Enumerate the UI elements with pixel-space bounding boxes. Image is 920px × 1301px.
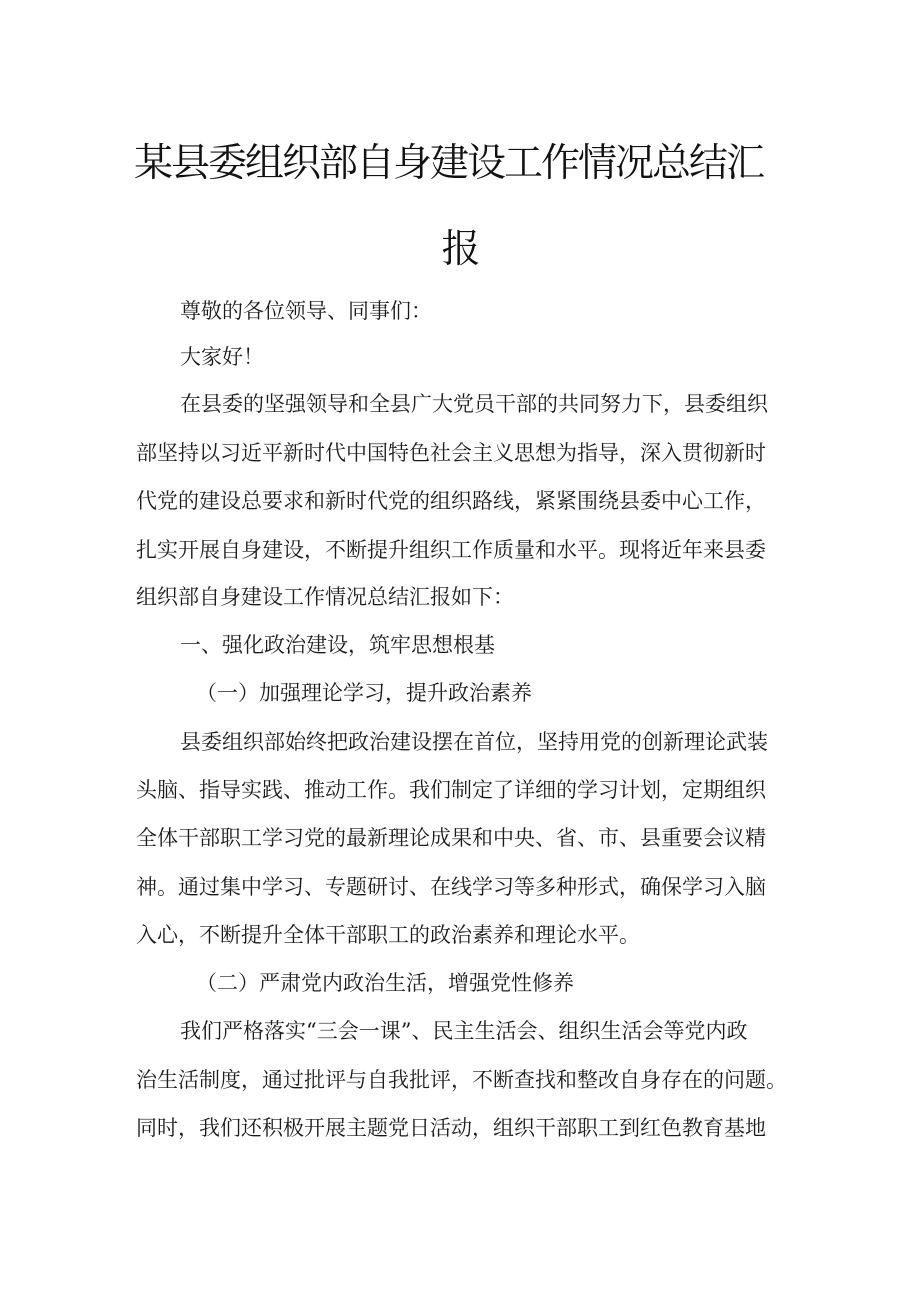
paragraph-line: 头脑、指导实践、推动工作。我们制定了详细的学习计划，定期组织: [136, 778, 766, 802]
subsection-heading: （二）严肃党内政治生活，增强党性修养: [196, 971, 574, 995]
paragraph-line: 代党的建设总要求和新时代党的组织路线，紧紧围绕县委中心工作，: [136, 489, 766, 513]
section-heading: 一、强化政治建设，筑牢思想根基: [180, 633, 495, 657]
paragraph-line: 县委组织部始终把政治建设摆在首位，坚持用党的创新理论武装: [180, 730, 768, 754]
subsection-heading: （一）加强理论学习，提升政治素养: [196, 681, 532, 705]
greeting: 大家好！: [180, 345, 264, 369]
paragraph-line: 全体干部职工学习党的最新理论成果和中央、省、市、县重要会议精: [136, 826, 766, 850]
paragraph-line: 部坚持以习近平新时代中国特色社会主义思想为指导，深入贯彻新时: [136, 441, 766, 465]
paragraph-line: 治生活制度，通过批评与自我批评，不断查找和整改自身存在的问题。: [136, 1068, 787, 1092]
document-title-line-2: 报: [441, 227, 479, 272]
document-title-line-1: 某县委组织部自身建设工作情况总结汇: [134, 141, 764, 186]
paragraph-line: 在县委的坚强领导和全县广大党员干部的共同努力下，县委组织: [180, 392, 768, 416]
paragraph-line: 组织部自身建设工作情况总结汇报如下：: [136, 585, 514, 609]
salutation: 尊敬的各位领导、同事们：: [180, 299, 432, 323]
paragraph-line: 同时，我们还积极开展主题党日活动，组织干部职工到红色教育基地: [136, 1116, 766, 1140]
paragraph-line: 扎实开展自身建设，不断提升组织工作质量和水平。现将近年来县委: [136, 538, 766, 562]
paragraph-line: 神。通过集中学习、专题研讨、在线学习等多种形式，确保学习入脑: [136, 875, 766, 899]
paragraph-line: 我们严格落实“三会一课”、民主生活会、组织生活会等党内政: [180, 1019, 748, 1043]
paragraph-line: 入心，不断提升全体干部职工的政治素养和理论水平。: [136, 923, 640, 947]
